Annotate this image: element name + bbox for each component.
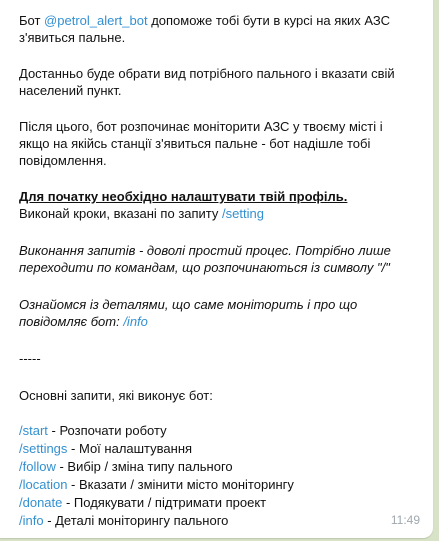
para3-line-3: повідомлення.: [19, 153, 107, 168]
setup-text: Виконай кроки, вказані по запиту: [19, 206, 223, 221]
para2-line-1: Достанньо буде обрати вид потрібного пального і вказати свій: [19, 66, 395, 81]
command-description: - Вибір / зміна типу пального: [55, 459, 233, 474]
intro-prefix: Бот: [19, 13, 45, 28]
info-command-link[interactable]: /info: [123, 314, 148, 329]
donate-command-link[interactable]: /donate: [19, 495, 63, 510]
tip2-line-2: [19, 313, 148, 330]
para2-line-2: населений пункт.: [19, 83, 122, 98]
separator: -----: [19, 351, 41, 366]
intro-line-2: з'явиться пальне.: [19, 30, 126, 45]
setting-command-link[interactable]: /setting: [222, 206, 264, 221]
command-item: [19, 440, 192, 457]
command-item: [19, 458, 233, 475]
profile-heading: Для початку необхідно налаштувати твій профіль.: [19, 189, 348, 204]
tip1-line-1: Виконання запитів - доволі простий процес. Потрібно лише: [19, 243, 391, 258]
setup-line: [19, 205, 264, 222]
settings-command-link[interactable]: /settings: [19, 441, 68, 456]
command-description: - Вказати / змінити місто моніторингу: [67, 477, 294, 492]
start-command-link[interactable]: /start: [19, 423, 48, 438]
intro-line-1: [19, 12, 390, 29]
intro-suffix: допоможе тобі бути в курсі на яких АЗС: [147, 13, 390, 28]
tip2-prefix: повідомляє бот:: [19, 314, 124, 329]
tip2-line-1: Ознайомся із деталями, що саме моніторить і про що: [19, 297, 358, 312]
message-timestamp: 11:49: [390, 513, 420, 527]
command-description: - Розпочати роботу: [47, 423, 167, 438]
info-command-link-list[interactable]: /info: [19, 513, 44, 528]
commands-heading: Основні запити, які виконує бот:: [19, 388, 213, 403]
para3-line-2: якщо на якійсь станції з'явиться пальне - бот надішле тобі: [19, 136, 371, 151]
para3-line-1: Після цього, бот розпочинає моніторити АЗС у твоєму місті і: [19, 119, 383, 134]
tip1-line-2: переходити по командам, що розпочинаються із символу "/": [19, 260, 390, 275]
command-description: - Подякувати / підтримати проект: [62, 495, 267, 510]
command-item: [19, 494, 266, 511]
follow-command-link[interactable]: /follow: [19, 459, 56, 474]
command-item: [19, 476, 294, 493]
bot-handle-link[interactable]: @petrol_alert_bot: [44, 13, 148, 28]
command-description: - Деталі моніторингу пального: [43, 513, 229, 528]
command-item: [19, 512, 228, 529]
location-command-link[interactable]: /location: [19, 477, 68, 492]
command-description: - Мої налаштування: [67, 441, 193, 456]
command-item: [19, 422, 167, 439]
